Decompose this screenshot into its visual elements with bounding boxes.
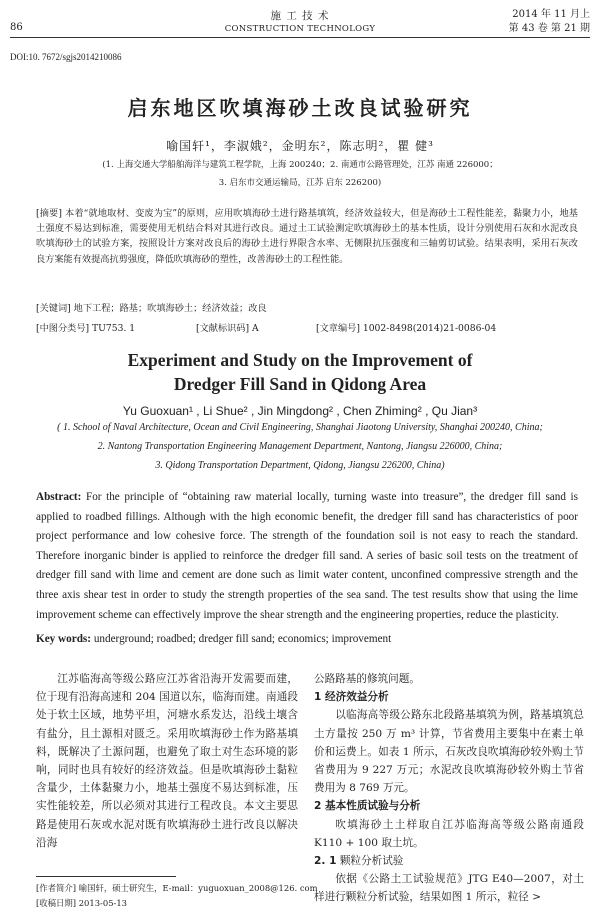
affiliation-cn-line: 3. 启东市交通运输局，江苏 启东 226200) (218, 178, 382, 188)
paper-title-en-line: Experiment and Study on the Improvement of (127, 350, 473, 370)
abstract-cn (36, 206, 578, 267)
footnote-received-text: 2013-05-13 (78, 898, 128, 908)
keywords-en-label: Key words (36, 633, 88, 645)
page-number: 86 (10, 22, 23, 33)
header-divider (10, 37, 590, 38)
issue-info (509, 8, 590, 36)
issue-date: 2014 年 11 月上 (512, 9, 590, 20)
keywords-cn-label: [关键词] (36, 303, 71, 314)
paper-title-en-line: Dredger Fill Sand in Qidong Area (173, 374, 427, 394)
doi[interactable]: DOI:10. 7672/sgjs2014210086 (10, 52, 122, 62)
volume-issue: 第 43 卷 第 21 期 (508, 23, 590, 34)
journal-name-cn: 施 工 技 术 (270, 10, 330, 22)
footnote-divider (36, 876, 176, 877)
footnote-author (36, 882, 318, 895)
body-paragraph: 依据《公路土工试验规范》JTG E40—2007，对土样进行颗粒分析试验，结果如图 1 所示，粒径 > (314, 873, 584, 904)
keywords-en: Key words: underground; roadbed; dredger fill sand; economics; improvement (36, 633, 392, 645)
classification-line (36, 320, 578, 334)
keywords-en-text: underground; roadbed; dredger fill sand; economics; improvement (93, 633, 392, 645)
body-column-left (36, 670, 298, 852)
body-paragraph: 以临海高等级公路东北段路基填筑为例，路基填筑总土方量按 250 万 m³ 计算，节省费用主要集中在素土单价和运费上。如表 1 所示，石灰改良吹填海砂较外购土节省费用为 9 227 万元；水泥改良吹填海砂较外购土节省费用为 8 769 万元。 (314, 709, 584, 795)
keywords-cn (36, 300, 578, 314)
document-code (196, 320, 259, 334)
article-no-value: 1002-8498(2014)21-0086-04 (362, 323, 497, 334)
body-paragraph: 江苏临海高等级公路应江苏省沿海开发需要而建，位于现有沿海高速和 204 国道以东，临海而建。南通段处于软土区域，地势平坦，河塘水系发达，沿线土壤含有盐分，且土源相对匮乏。采用吹填海砂土作为路基填料，既解决了土源问题，也避免了取土对生态环境的影响，同时也具有较好的经济效益。但是吹填海砂土黏粒含量少，土体黏聚力小，地基土强度不易达到标准，压实性能较差，所以必须对其进行工程改良。本文主要思路是使用石灰或水泥对既有吹填海砂土进行改良以解决沿海 (36, 673, 298, 849)
affiliation-en-line: ( 1. School of Naval Architecture, Ocean and Civil Engineering, Shanghai Jiaotong University, Shanghai 200240, China; (57, 422, 543, 433)
affiliation-cn-line: (1. 上海交通大学船舶海洋与建筑工程学院，上海 200240；2. 南通市公路管理处，江苏 南通 226000； (102, 160, 498, 170)
footnote-received (36, 897, 127, 910)
affiliation-en-line: 3. Qidong Transportation Department, Qidong, Jiangsu 226200, China) (155, 460, 445, 471)
article-number (316, 320, 496, 334)
subsection-number: 2. 1 (314, 855, 337, 868)
body-column-right (314, 670, 584, 907)
clc-value: TU753. 1 (92, 323, 136, 334)
abstract-en: Abstract: For the principle of “obtaining raw material locally, turning waste into treasure”, the dredger fill sand is applied to roadbed fillings. Although with the high economic benefit, the dredger fill sand has characteristics of poor project performance and low cohesive force. The strength of the foundation soil is not easy to reach the standard. Therefore inorganic binder is applied to reinforce the dredger fill sand. A series of basic soil tests on the treatment of dredger fill sand with lime and cement are done such as limit water content, unconfined compressive strength and the three axis shear test in order to study the strength properties of the sea sand. The test results show that using the lime improvement scheme can effectively improve the shear strength and the engineering properties, reduce the plasticity. (36, 491, 578, 621)
footnote-received-label: [收稿日期] (36, 898, 77, 908)
footnote-author-label: [作者简介] (36, 883, 77, 893)
abstract-en-label: Abstract (36, 491, 78, 503)
abstract-cn-text: 本着“就地取材、变废为宝”的原则，应用吹填海砂土进行路基填筑，经济效益较大，但是海砂土工程性能差，黏聚力小，地基土强度不易达到标准，需要使用无机结合料对其进行改良。通过土工试验测定吹填海砂土的基本性质，设计分别使用石灰和水泥改良吹填海砂土的试验方案，按照设计方案对改良后的海砂土进行界限含水率、无侧限抗压强度和三轴剪切试验。结果表明，采用石灰改良方案能有效提高抗剪强度，降低吹填海砂的塑性，改善海砂土的工程性能。 (36, 208, 578, 265)
authors-en: Yu Guoxuan¹ , Li Shue² , Jin Mingdong² , Chen Zhiming² , Qu Jian³ (122, 404, 478, 418)
article-no-label: [文章编号] (316, 323, 360, 334)
journal-name (10, 8, 590, 34)
running-head (10, 6, 590, 36)
abstract-en-text: For the principle of “obtaining raw material locally, turning waste into treasure”, the dredger fill sand is applied to roadbed fillings. Although with the high economic benefit, the dredger fill sand has characteristics of poor project performance and low cohesive force. The strength of the foundation soil is not easy to reach the standard. Therefore inorganic binder is applied to reinforce the dredger fill sand. A series of basic soil tests on the treatment of dredger fill sand with lime and cement are done such as limit water content, unconfined compressive strength and the three axis shear test in order to study the strength properties of the sea sand. The test results show that using the lime improvement scheme can effectively improve the shear strength and the engineering properties, reduce the plasticity. (36, 491, 578, 621)
journal-name-en: CONSTRUCTION TECHNOLOGY (224, 24, 376, 34)
affiliation-en-line: 2. Nantong Transportation Engineering Management Department, Nantong, Jiangsu 226000, China; (97, 441, 503, 452)
keywords-cn-text: 地下工程；路基；吹填海砂土；经济效益；改良 (73, 303, 267, 314)
subsection-heading (314, 852, 584, 870)
subsection-title: 颗粒分析试验 (339, 855, 404, 868)
body-paragraph-continued: 公路路基的修筑问题。 (314, 673, 420, 685)
paper-title-cn: 启东地区吹填海砂土改良试验研究 (127, 96, 473, 120)
clc-label: [中图分类号] (36, 323, 90, 334)
section-heading: 1 经济效益分析 (314, 691, 389, 704)
paper-title-en (0, 348, 600, 396)
doc-code-value: A (252, 323, 259, 334)
footnote-author-text: 喻国轩，硕士研究生，E-mail：yuguoxuan_2008@126. com (78, 883, 318, 893)
authors-cn: 喻国轩¹，李淑娥²，金明东²，陈志明²，瞿 健³ (166, 139, 434, 153)
section-heading: 2 基本性质试验与分析 (314, 800, 421, 813)
clc-number (36, 320, 135, 334)
body-paragraph: 吹填海砂土土样取自江苏临海高等级公路南通段 K110 + 100 取土坑。 (314, 818, 584, 849)
doc-code-label: [文献标识码] (196, 323, 250, 334)
abstract-cn-label: [摘要] (36, 208, 62, 219)
